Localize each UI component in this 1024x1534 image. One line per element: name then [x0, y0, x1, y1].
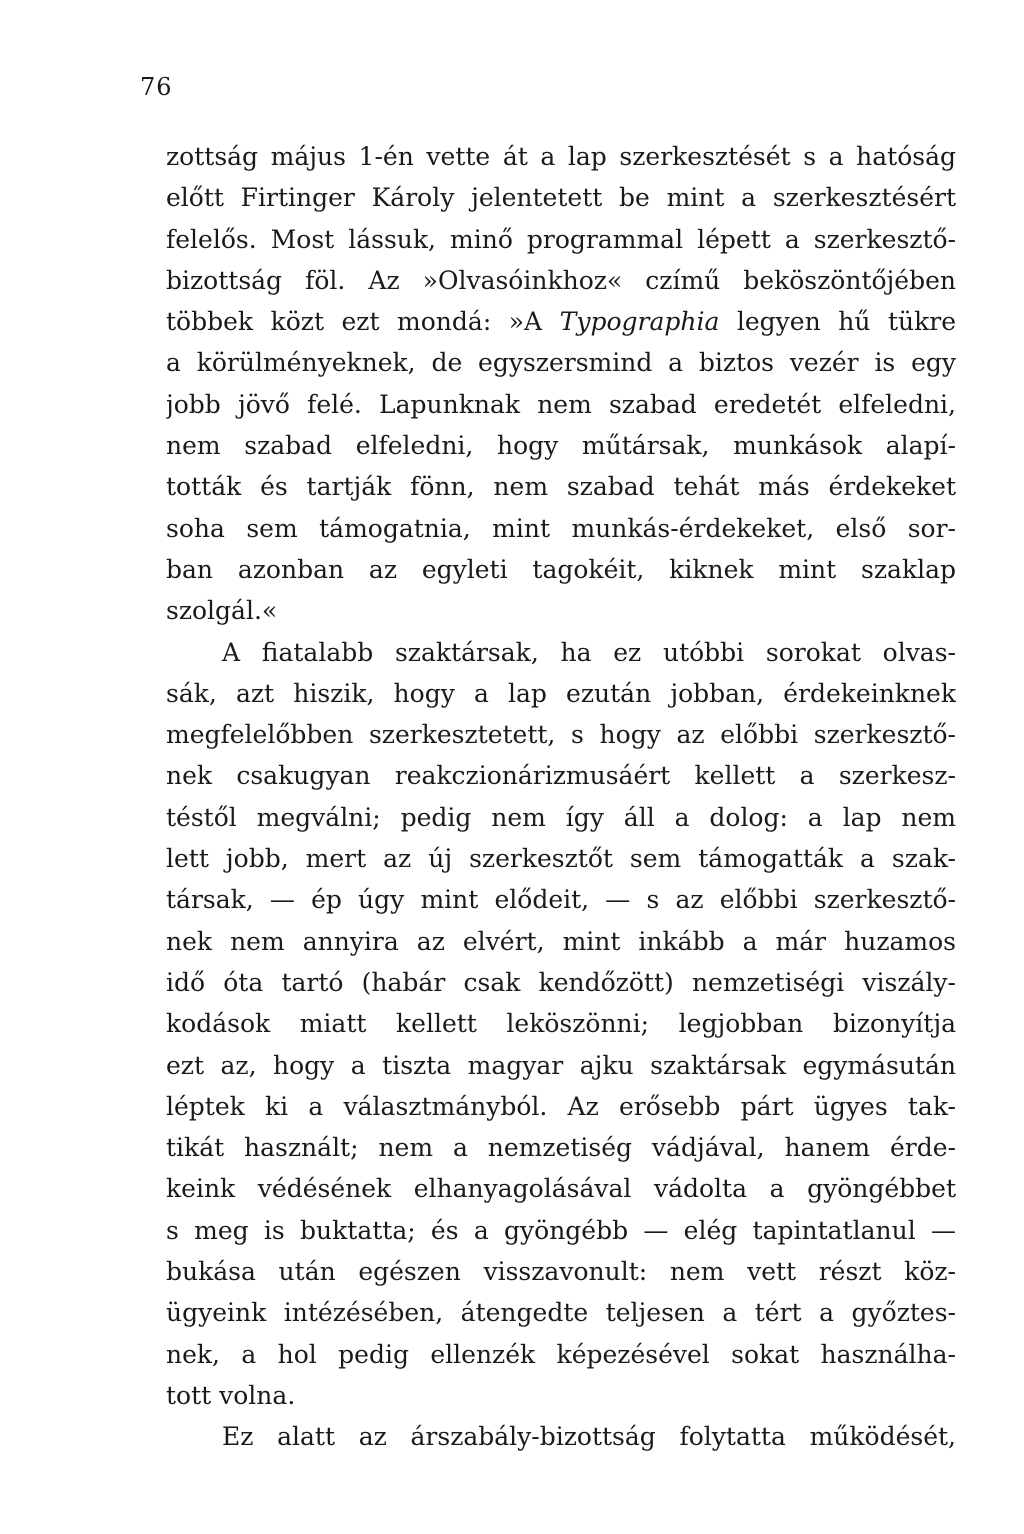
text-line: a körülményeknek, de egyszersmind a biztos vezér is egy — [166, 348, 956, 378]
text-line: nem szabad elfeledni, hogy műtársak, munkások alapí- — [166, 431, 956, 461]
text-line — [166, 301, 956, 342]
text-line: A fiatalabb szaktársak, ha ez utóbbi sorokat olvas- — [222, 637, 956, 667]
text-line: idő óta tartó (habár csak kendőzött) nemzetiségi viszály- — [166, 967, 956, 997]
text-line: ezt az, hogy a tiszta magyar ajku szaktársak egymásután — [166, 1050, 956, 1080]
text-segment: többek közt ezt mondá: »A — [166, 307, 560, 337]
text-line: léptek ki a választmányból. Az erősebb párt ügyes tak- — [166, 1091, 956, 1121]
text-line: ügyeink intézésében, átengedte teljesen a tért a győztes- — [166, 1298, 956, 1328]
text-line: soha sem támogatnia, mint munkás-érdekeket, első sor- — [166, 513, 956, 543]
text-line: megfelelőbben szerkesztetett, s hogy az előbbi szerkesztő- — [166, 720, 956, 750]
text-line: lett jobb, mert az új szerkesztőt sem támogatták a szak- — [166, 844, 956, 874]
text-line: Ez alatt az árszabály-bizottság folytatta működését, — [222, 1422, 956, 1452]
text-line: kodások miatt kellett leköszönni; legjobban bizonyítja — [166, 1009, 956, 1039]
text-line: sák, azt hiszik, hogy a lap ezután jobban, érdekeinknek — [166, 678, 956, 708]
text-line: társak, — ép úgy mint elődeit, — s az előbbi szerkesztő- — [166, 885, 956, 915]
text-line: keink védésének elhanyagolásával vádolta a gyöngébbet — [166, 1174, 956, 1204]
text-line: nek nem annyira az elvért, mint inkább a már huzamos — [166, 926, 956, 956]
text-line: jobb jövő felé. Lapunknak nem szabad eredetét elfeledni, — [166, 389, 956, 419]
text-segment: legyen hű tükre — [719, 307, 956, 337]
text-line: nek, a hol pedig ellenzék képezésével sokat használha- — [166, 1339, 956, 1369]
text-line: előtt Firtinger Károly jelentetett be mint a szerkesztésért — [166, 183, 956, 213]
text-line: bizottság föl. Az »Olvasóinkhoz« czímű beköszöntőjében — [166, 265, 956, 295]
text-line: zottság május 1-én vette át a lap szerkesztését s a hatóság — [166, 142, 956, 171]
text-line: nek csakugyan reakczionárizmusáért kellett a szerkesz- — [166, 761, 956, 791]
italic-title: Typographia — [559, 307, 720, 337]
text-line: szolgál.« — [166, 596, 278, 626]
text-line: tották és tartják fönn, nem szabad tehát más érdekeket — [166, 472, 956, 502]
text-line: téstől megválni; pedig nem így áll a dolog: a lap nem — [166, 802, 956, 832]
page-number: 76 — [140, 73, 173, 101]
text-line: tikát használt; nem a nemzetiség vádjával, hanem érde- — [166, 1133, 956, 1163]
text-line: bukása után egészen visszavonult: nem vett részt köz- — [166, 1257, 956, 1287]
body-text — [166, 136, 956, 1458]
text-line: s meg is buktatta; és a gyöngébb — elég tapintatlanul — — [166, 1215, 956, 1245]
text-line: tott volna. — [166, 1380, 296, 1410]
text-line: felelős. Most lássuk, minő programmal lépett a szerkesztő- — [166, 224, 956, 254]
text-line: ban azonban az egyleti tagokéit, kiknek mint szaklap — [166, 554, 956, 584]
